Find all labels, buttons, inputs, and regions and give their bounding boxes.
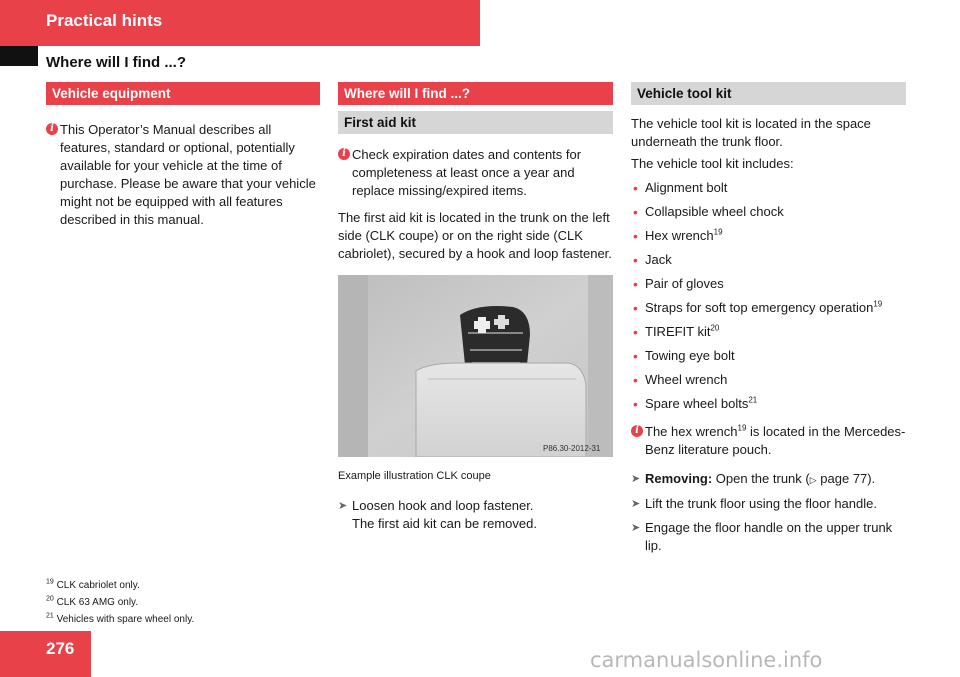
step-removing [631,470,906,489]
header-band [0,0,480,46]
footnote-ref: 19 [737,423,747,433]
tool-kit-item [631,371,906,389]
step-engage [631,519,906,555]
step-line1: Loosen hook and loop fastener. [352,498,534,513]
tool-kit-item [631,299,906,317]
tool-kit-item-label: Wheel wrench [645,372,728,387]
tool-kit-item-label: Hex wrench [645,228,714,243]
first-aid-body: The first aid kit is located in the trunk on the left side (CLK coupe) or on the right side (CLK cabriolet), secured by a hook and loop fastener. [338,210,612,261]
tool-kit-item [631,179,906,197]
footnote-ref: 19 [713,227,723,237]
page-ref-icon: ▷ [809,475,817,485]
tool-kit-item-label: Straps for soft top emergency operation [645,300,874,315]
tool-kit-item-label: Towing eye bolt [645,348,735,363]
footnote-text: CLK 63 AMG only. [53,597,139,608]
column-first-aid [338,82,613,533]
footnote-text: Vehicles with spare wheel only. [53,614,195,625]
step-removing-label: Removing: [645,471,713,486]
step-lift-text: Lift the trunk floor using the floor handle. [645,496,877,511]
tool-kit-item-label: Pair of gloves [645,276,724,291]
where-will-i-find-heading: Where will I find ...? [338,82,613,105]
vehicle-tool-kit-heading: Vehicle tool kit [631,82,906,105]
bullet-icon: • [633,180,638,196]
info-text: This Operator’s Manual describes all features, standard or optional, potentially available for your vehicle at the time of purchase. Please be aware that your vehicle might not be equipped with all features described in this manual. [60,122,316,227]
arrow-right-icon: ➤ [631,473,641,485]
tool-kit-item [631,395,906,413]
arrow-right-icon: ➤ [338,500,348,512]
footnote [46,577,194,594]
info-icon: i [631,425,643,437]
tool-kit-item [631,251,906,269]
arrow-right-icon: ➤ [631,522,641,534]
bullet-icon: • [633,252,638,268]
section-title: Practical hints [46,11,163,30]
footnote-ref: 20 [710,323,720,333]
info-note [631,423,906,459]
footnote [46,594,194,611]
step-removing-text: Open the trunk ( [712,471,810,486]
watermark: carmanualsonline.info [590,648,823,672]
first-aid-kit-heading: First aid kit [338,111,613,134]
bullet-icon: • [633,324,638,340]
page-ref: page 77). [820,471,876,486]
info-text [645,423,906,459]
footnote [46,611,194,628]
footnote-number: 19 [46,578,54,586]
step-line2: The first aid kit can be removed. [352,516,537,531]
info-icon: i [46,123,58,135]
footnote-ref: 19 [873,299,883,309]
bullet-icon: • [633,228,638,244]
bullet-icon: • [633,372,638,388]
bullet-icon: • [633,300,638,316]
bullet-icon: • [633,276,638,292]
bullet-icon: • [633,396,638,412]
footnotes [46,577,194,628]
tool-kit-intro: The vehicle tool kit is located in the space underneath the trunk floor. [631,116,871,149]
info-text: Check expiration dates and contents for completeness at least once a year and replace missing/expired items. [352,147,582,198]
tool-kit-item-label: TIREFIT kit [645,324,711,339]
bullet-icon: • [633,204,638,220]
step-loosen [338,497,613,533]
page-heading: Where will I find ...? [46,54,187,71]
tool-kit-item [631,347,906,365]
step-lift [631,495,906,513]
tool-kit-item-label: Collapsible wheel chock [645,204,784,219]
tool-kit-item-label: Jack [645,252,672,267]
tool-kit-item [631,323,906,341]
footnote-number: 20 [46,595,54,603]
footnote-text: CLK cabriolet only. [53,580,140,591]
column-tool-kit [631,82,906,555]
info-text-pre: The hex wrench [645,424,738,439]
footnote-ref: 21 [748,395,758,405]
first-aid-kit-illustration [338,275,613,457]
tool-kit-item [631,275,906,293]
tool-kit-includes: The vehicle tool kit includes: [631,156,794,171]
tool-kit-item [631,227,906,245]
step-engage-text: Engage the floor handle on the upper trunk lip. [645,520,893,553]
bullet-icon: • [633,348,638,364]
page-number: 276 [46,639,75,658]
tool-kit-list [631,179,906,413]
page-number-box [0,631,91,677]
footnote-number: 21 [46,612,54,620]
tool-kit-item-label: Alignment bolt [645,180,728,195]
tool-kit-item [631,203,906,221]
tool-kit-item-label: Spare wheel bolts [645,396,749,411]
vehicle-equipment-heading: Vehicle equipment [46,82,320,105]
info-text-post: is located in the Mercedes-Benz literature pouch. [645,424,906,457]
black-tab [0,46,38,66]
info-note [46,121,320,229]
photo-caption: Example illustration CLK coupe [338,470,491,482]
first-aid-kit-photo [338,275,613,457]
column-vehicle-equipment [46,82,320,229]
photo-code: P86.30-2012-31 [543,444,601,453]
info-icon: i [338,148,350,160]
arrow-right-icon: ➤ [631,498,641,510]
info-note [338,146,613,200]
